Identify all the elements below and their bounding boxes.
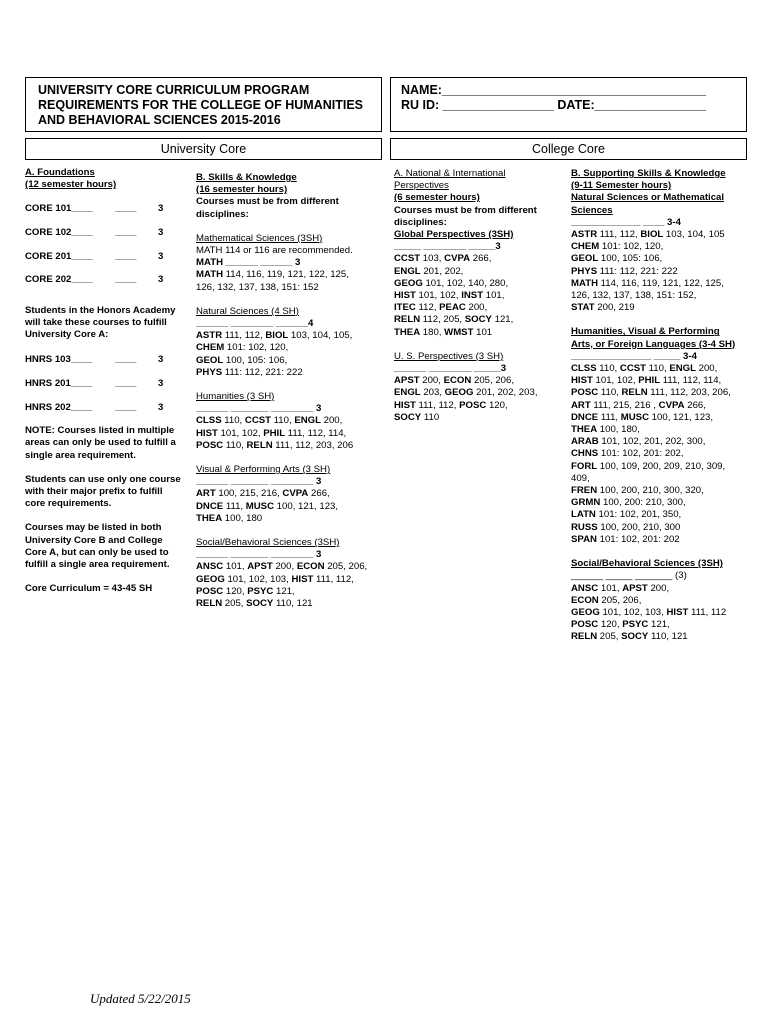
name-field[interactable]: NAME:______________________________________ [401, 83, 707, 97]
social-behavioral-courses: ANSC 101, APST 200, ECON 205, 206, GEOG 101, 102, 103, HIST 111, 112, POSC 120, PSYC 121, RELN 205, SOCY 110, 121 [196, 561, 368, 610]
hnrs-row: HNRS 201____ ____ 3 [25, 377, 164, 389]
program-title-line-2: REQUIREMENTS FOR THE COLLEGE OF HUMANITIES [38, 98, 364, 112]
core-row: CORE 201____ ____ 3 [25, 250, 164, 262]
us-perspectives-entry-line[interactable]: ______ ________ _____3 [394, 363, 507, 375]
social-behavioral-supporting-title: Social/Behavioral Sciences (3SH) [571, 558, 723, 570]
social-behavioral-supporting-courses: ANSC 101, APST 200, ECON 205, 206, GEOG 101, 102, 103, HIST 111, 112 POSC 120, PSYC 121, RELN 205, SOCY 110, 121 [571, 582, 727, 643]
math-title: Mathematical Sciences (3SH) [196, 232, 323, 244]
natural-sciences-entry-line[interactable]: ______ ________ ______4 [196, 318, 314, 330]
supporting-title: B. Supporting Skills & Knowledge (9-11 Semester hours) [571, 168, 726, 192]
skills-knowledge-column [196, 172, 386, 610]
program-title-line-3: AND BEHAVIORAL SCIENCES 2015-2016 [38, 113, 281, 127]
math-recommendation: MATH 114 or 116 are recommended. [196, 245, 353, 257]
supporting-skills-column [571, 168, 751, 644]
us-perspectives-courses: APST 200, ECON 205, 206, ENGL 203, GEOG 201, 202, 203, HIST 111, 112, POSC 120, SOCY 110 [394, 375, 538, 423]
humanities-arts-languages-entry-line[interactable]: _______________ _____ 3-4 [571, 350, 697, 362]
university-core-heading: University Core [25, 138, 382, 160]
skills-desc: Courses must be from different disciplines: [196, 196, 339, 220]
program-title-box [25, 77, 382, 132]
core-row: CORE 202____ ____ 3 [25, 274, 164, 286]
visual-performing-arts-title: Visual & Performing Arts (3 SH) [196, 464, 331, 476]
note-both-cores: Courses may be listed in both University Core B and College Core A, but can only be used to fulfill a single area requirement. [25, 522, 170, 570]
social-behavioral-title: Social/Behavioral Sciences (3SH) [196, 537, 340, 549]
natural-math-entry-line[interactable]: _____________ ____ 3-4 [571, 216, 681, 228]
global-perspectives-entry-line[interactable]: _____ ________ _____3 [394, 241, 501, 253]
humanities-arts-languages-courses: CLSS 110, CCST 110, ENGL 200, HIST 101, 102, PHIL 111, 112, 114, POSC 110, RELN 111, 112, 203, 206, ART 111, 215, 216 , CVPA 266, DNCE 111, MUSC 100, 121, 123, THEA 100, 180, ARAB 101, 102, 201, 202, 300, CHNS 101: 102, 201: 202, FORL 100, 109, 200, 209, 210, 309, 409, FREN 100, 200, 210, 300, 320, GRMN 100, 200: 210, 300, LATN 101: 102, 201, 350, RUSS 100, 200, 210, 300 SPAN 101: 102, 201: 202 [571, 363, 731, 545]
natural-math-courses: ASTR 111, 112, BIOL 103, 104, 105 CHEM 101: 102, 120, GEOL 100, 105: 106, PHYS 111: 112, 221: 222 MATH 114, 116, 119, 121, 122, 125, 126, 132, 137, 138, 151: 152, STAT 200, 219 [571, 229, 725, 314]
national-title: A. National & International Perspectives [394, 168, 506, 192]
core-row: CORE 102____ ____ 3 [25, 227, 164, 238]
program-title-line-1: UNIVERSITY CORE CURRICULUM PROGRAM [38, 83, 310, 97]
foundations-hours: (12 semester hours) [25, 179, 117, 191]
note-multiple-areas: NOTE: Courses listed in multiple areas can only be used to fulfill a single area requirement. [25, 425, 176, 461]
note-major-prefix: Students can use only one course with their major prefix to fulfill core requirements. [25, 473, 181, 510]
skills-title: B. Skills & Knowledge [196, 172, 297, 183]
visual-performing-arts-courses: ART 100, 215, 216, CVPA 266, DNCE 111, MUSC 100, 121, 123, THEA 100, 180 [196, 488, 339, 524]
social-behavioral-supporting-entry-line[interactable]: ______ _____ _______ (3) [571, 570, 687, 582]
student-info-box [390, 77, 747, 132]
id-date-field[interactable]: RU ID: ________________ DATE:________________ [401, 98, 706, 112]
humanities-title: Humanities (3 SH) [196, 391, 275, 403]
national-international-column [394, 168, 564, 424]
core-row: CORE 101____ ____ 3 [25, 203, 164, 215]
national-desc: Courses must be from different disciplines: [394, 204, 537, 228]
foundations-title: A. Foundations [25, 167, 95, 178]
national-hours: (6 semester hours) [394, 192, 480, 204]
hnrs-row: HNRS 103____ ____ 3 [25, 354, 164, 366]
core-curriculum-total: Core Curriculum = 43-45 SH [25, 583, 153, 595]
natural-math-title: Natural Sciences or Mathematical Sciences [571, 192, 725, 216]
math-courses: MATH 114, 116, 119, 121, 122, 125, 126, 132, 137, 138, 151: 152 [196, 269, 349, 293]
foundations-column [25, 167, 190, 595]
humanities-entry-line[interactable]: ______ _______ ________ 3 [196, 403, 322, 415]
natural-sciences-courses: ASTR 111, 112, BIOL 103, 104, 105, CHEM 101: 102, 120, GEOL 100, 105: 106, PHYS 111: 112, 221: 222 [196, 330, 353, 378]
humanities-courses: CLSS 110, CCST 110, ENGL 200, HIST 101, 102, PHIL 111, 112, 114, POSC 110, RELN 111, 112, 203, 206 [196, 415, 354, 451]
updated-date: Updated 5/22/2015 [90, 991, 191, 1006]
hnrs-row: HNRS 202____ ____ 3 [25, 401, 164, 413]
natural-sciences-title: Natural Sciences (4 SH) [196, 305, 299, 317]
honors-note: Students in the Honors Academy will take these courses to fulfill University Core A: [25, 304, 176, 341]
us-perspectives-title: U. S. Perspectives (3 SH) [394, 350, 504, 362]
global-perspectives-title: Global Perspectives (3SH) [394, 229, 514, 241]
global-perspectives-courses: CCST 103, CVPA 266, ENGL 201, 202, GEOG 101, 102, 140, 280, HIST 101, 102, INST 101, ITEC 112, PEAC 200, RELN 112, 205, SOCY 121, THEA 180, WMST 101 [394, 253, 514, 338]
college-core-heading: College Core [390, 138, 747, 160]
math-entry-line[interactable]: MATH ______ ______ 3 [196, 257, 301, 269]
humanities-arts-languages-title: Humanities, Visual & Performing Arts, or Foreign Languages (3-4 SH) [571, 326, 736, 350]
visual-performing-arts-entry-line[interactable]: ______ _______ ________ 3 [196, 476, 322, 488]
skills-hours: (16 semester hours) [196, 184, 288, 196]
social-behavioral-entry-line[interactable]: ______ _______ ________ 3 [196, 549, 322, 561]
